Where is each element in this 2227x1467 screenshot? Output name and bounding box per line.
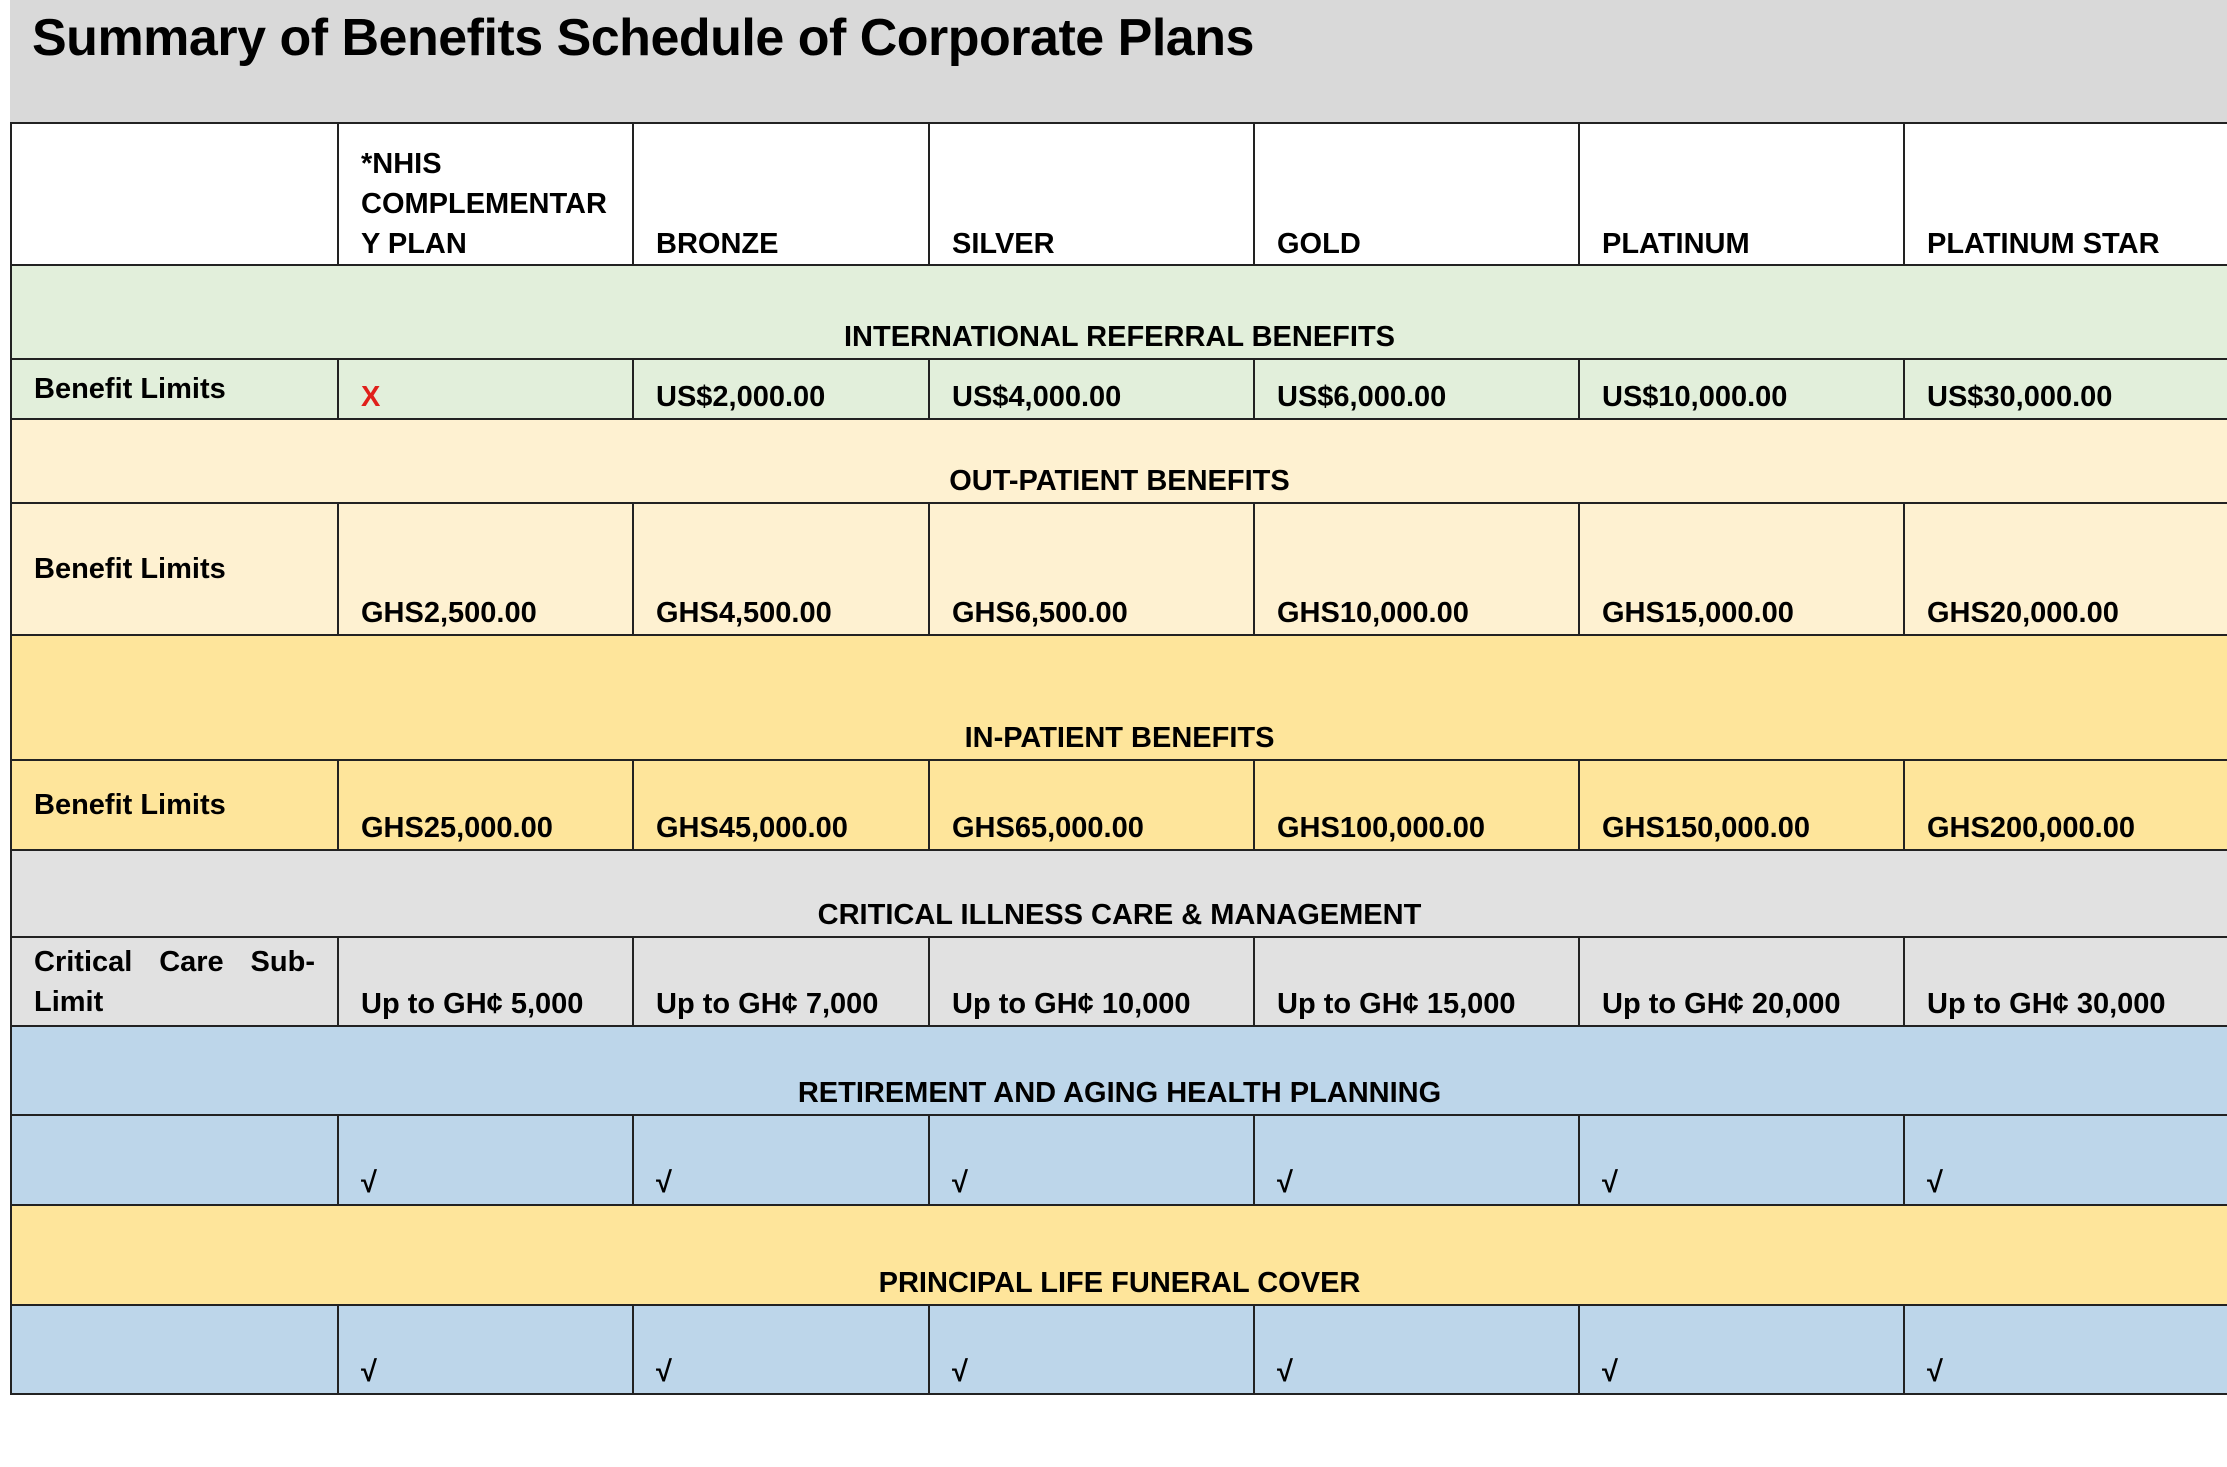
value-cell: GHS100,000.00 [1254,760,1579,850]
plan-header-bronze: BRONZE [633,123,929,265]
value-cell: GHS15,000.00 [1579,503,1904,635]
value-cell: GHS6,500.00 [929,503,1254,635]
section-heading-funeral [11,1205,2227,1305]
check-cell [338,1115,633,1205]
check-cell [1579,1305,1904,1394]
page-title: Summary of Benefits Schedule of Corporate Plans [32,9,1254,67]
check-icon: √ [361,1356,377,1388]
check-icon: √ [1927,1167,1943,1199]
row-label-word: Critical [34,945,133,978]
table-row-international [11,359,2227,419]
value-cell: GHS10,000.00 [1254,503,1579,635]
section-heading-cell: RETIREMENT AND AGING HEALTH PLANNING [11,1026,2227,1115]
row-label [11,1305,338,1394]
row-label-word: Sub- [250,945,315,978]
plan-header-platinum-star: PLATINUM STAR [1904,123,2227,265]
check-icon: √ [952,1167,968,1199]
check-icon: √ [1927,1356,1943,1388]
benefits-table [10,122,2227,1395]
table-row-inpatient [11,760,2227,850]
check-cell [1254,1305,1579,1394]
value-cell: Up to GH¢ 10,000 [929,937,1254,1026]
value-cell: US$30,000.00 [1904,359,2227,419]
plan-header-gold: GOLD [1254,123,1579,265]
check-icon: √ [952,1356,968,1388]
plan-header-nhis-line1: *NHIS [361,148,442,180]
table-row-retirement [11,1115,2227,1205]
value-cell: GHS150,000.00 [1579,760,1904,850]
plan-header-silver: SILVER [929,123,1254,265]
value-cell: Up to GH¢ 15,000 [1254,937,1579,1026]
check-cell [1904,1305,2227,1394]
section-heading-cell: PRINCIPAL LIFE FUNERAL COVER [11,1205,2227,1305]
plan-header-nhis-line2: COMPLEMENTAR [361,188,607,220]
section-heading-cell: INTERNATIONAL REFERRAL BENEFITS [11,265,2227,359]
check-icon: √ [656,1167,672,1199]
section-heading-outpatient [11,419,2227,503]
check-cell [1904,1115,2227,1205]
check-cell [929,1115,1254,1205]
value-cell: GHS45,000.00 [633,760,929,850]
plan-header-platinum: PLATINUM [1579,123,1904,265]
check-cell [1579,1115,1904,1205]
table-row-outpatient [11,503,2227,635]
check-icon: √ [1277,1167,1293,1199]
plan-header-nhis [338,123,633,265]
value-cell: US$4,000.00 [929,359,1254,419]
section-heading-cell: CRITICAL ILLNESS CARE & MANAGEMENT [11,850,2227,937]
section-heading-international [11,265,2227,359]
value-cell: GHS4,500.00 [633,503,929,635]
check-cell [633,1115,929,1205]
section-heading-inpatient [11,635,2227,760]
check-cell [1254,1115,1579,1205]
check-icon: √ [1277,1356,1293,1388]
row-label [11,1115,338,1205]
row-label [11,937,338,1026]
check-icon: √ [361,1167,377,1199]
plan-header-row [11,123,2227,265]
value-cell: US$6,000.00 [1254,359,1579,419]
value-cell: GHS25,000.00 [338,760,633,850]
value-cell: Up to GH¢ 20,000 [1579,937,1904,1026]
row-label: Benefit Limits [11,359,338,419]
row-label-line2: Limit [34,985,104,1018]
section-heading-critical [11,850,2227,937]
value-cell: Up to GH¢ 30,000 [1904,937,2227,1026]
title-band [10,0,2227,122]
check-cell [633,1305,929,1394]
value-cell: Up to GH¢ 5,000 [338,937,633,1026]
value-cell: GHS20,000.00 [1904,503,2227,635]
value-cell: Up to GH¢ 7,000 [633,937,929,1026]
header-corner-cell [11,123,338,265]
section-heading-cell: OUT-PATIENT BENEFITS [11,419,2227,503]
check-icon: √ [1602,1167,1618,1199]
check-icon: √ [1602,1356,1618,1388]
table-row-funeral [11,1305,2227,1394]
value-cell: US$2,000.00 [633,359,929,419]
section-heading-retirement [11,1026,2227,1115]
row-label-word: Care [159,945,224,978]
value-cell: GHS200,000.00 [1904,760,2227,850]
value-cell [338,359,633,419]
value-cell: US$10,000.00 [1579,359,1904,419]
x-mark-icon: X [361,381,381,413]
check-cell [929,1305,1254,1394]
value-cell: GHS2,500.00 [338,503,633,635]
check-cell [338,1305,633,1394]
row-label: Benefit Limits [11,760,338,850]
plan-header-nhis-line3: Y PLAN [361,228,467,260]
value-cell: GHS65,000.00 [929,760,1254,850]
table-row-critical [11,937,2227,1026]
section-heading-cell: IN-PATIENT BENEFITS [11,635,2227,760]
check-icon: √ [656,1356,672,1388]
row-label: Benefit Limits [11,503,338,635]
